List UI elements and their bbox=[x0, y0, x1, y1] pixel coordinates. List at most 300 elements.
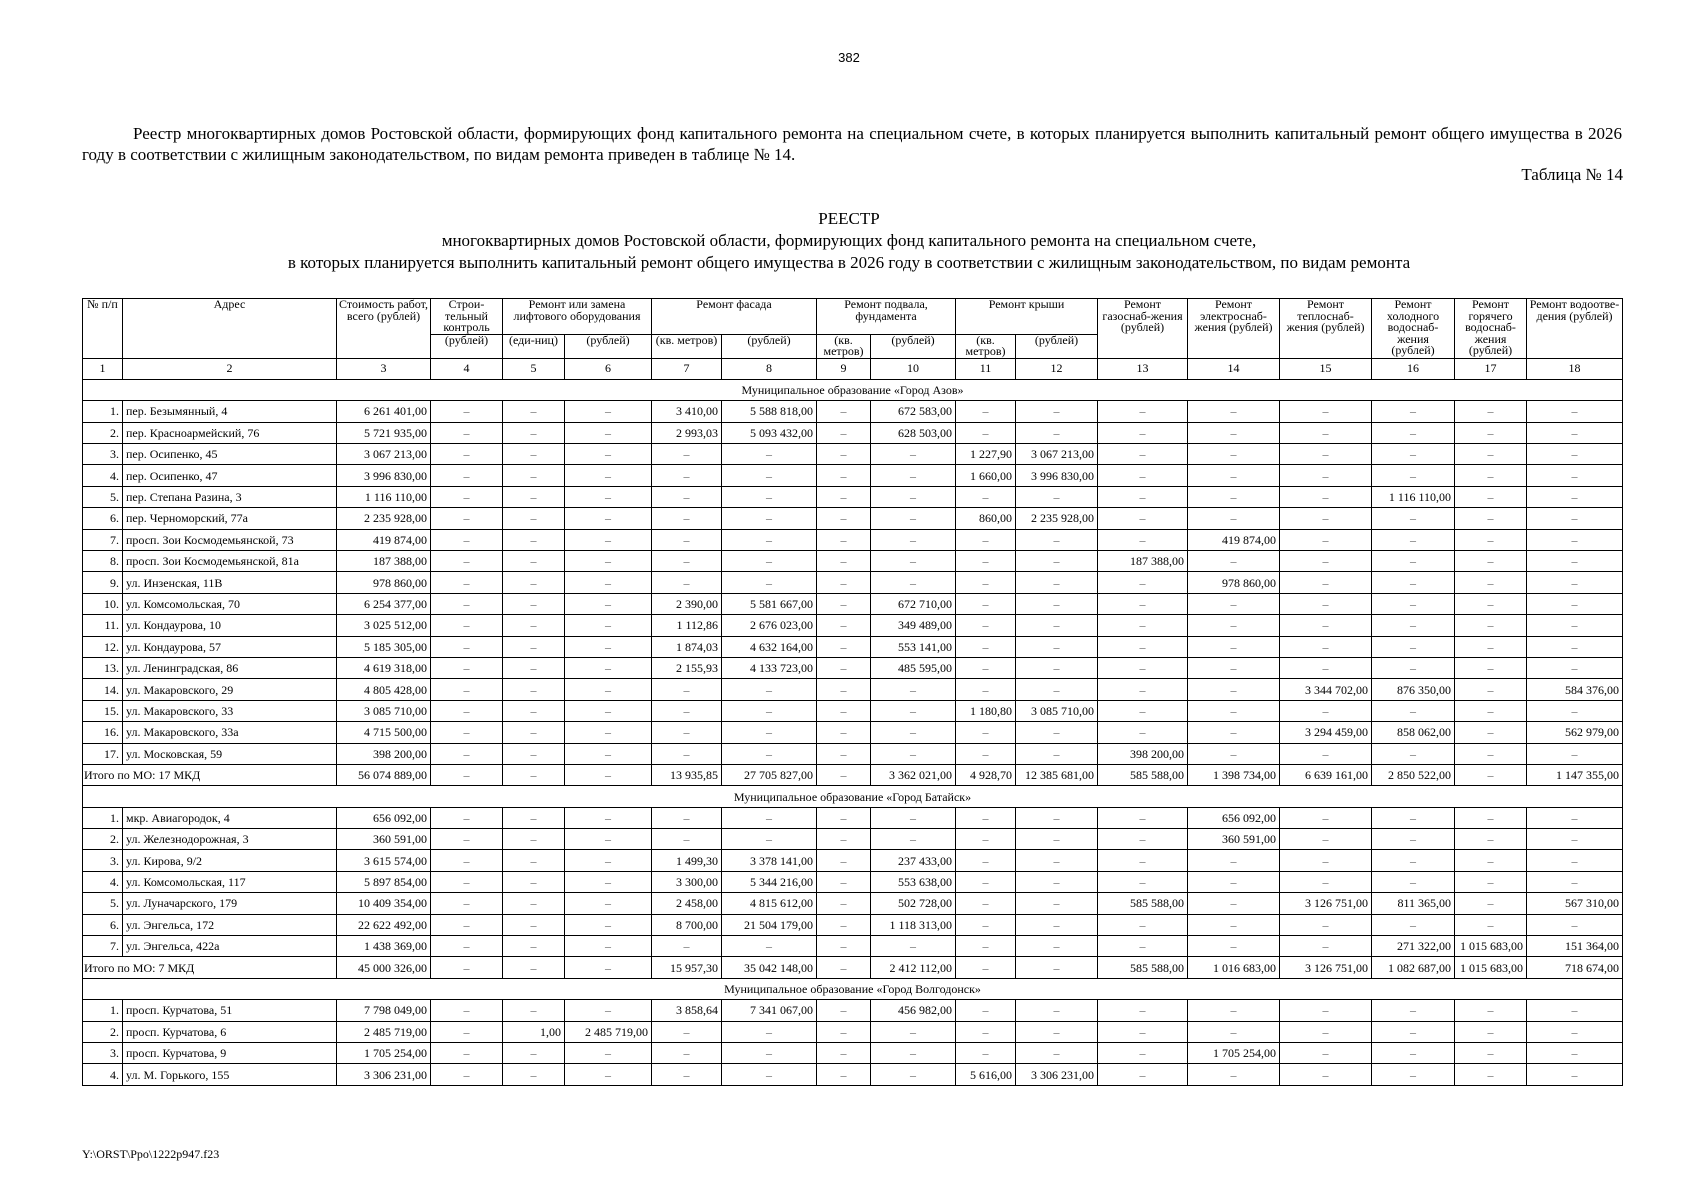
table-cell: – bbox=[1098, 572, 1188, 593]
table-cell: 10 409 354,00 bbox=[337, 893, 431, 914]
table-cell: – bbox=[722, 829, 817, 850]
row-number: 1. bbox=[83, 1000, 123, 1021]
table-cell: – bbox=[431, 401, 503, 422]
table-cell: – bbox=[1016, 636, 1098, 657]
table-cell: – bbox=[565, 807, 652, 828]
table-cell: – bbox=[1188, 401, 1280, 422]
table-cell: – bbox=[1455, 722, 1527, 743]
table-cell: – bbox=[956, 1021, 1016, 1042]
table-cell: 3 067 213,00 bbox=[337, 444, 431, 465]
table-cell: 1 438 369,00 bbox=[337, 936, 431, 957]
table-cell: – bbox=[1188, 871, 1280, 892]
table-cell: 271 322,00 bbox=[1372, 936, 1455, 957]
header-lift: Ремонт или замена лифтового оборудования bbox=[503, 299, 652, 335]
table-cell: – bbox=[503, 700, 565, 721]
row-address: ул. Комсомольская, 117 bbox=[123, 871, 337, 892]
table-row bbox=[83, 807, 1623, 828]
table-cell: – bbox=[431, 465, 503, 486]
column-number: 6 bbox=[565, 358, 652, 379]
table-row bbox=[83, 936, 1623, 957]
table-cell: 1 116 110,00 bbox=[1372, 486, 1455, 507]
table-cell: – bbox=[1280, 850, 1372, 871]
table-cell: – bbox=[431, 1021, 503, 1042]
row-address: просп. Зои Космодемьянской, 81а bbox=[123, 551, 337, 572]
table-cell: – bbox=[503, 850, 565, 871]
table-cell: – bbox=[1098, 850, 1188, 871]
total-cell: 1 398 734,00 bbox=[1188, 764, 1280, 785]
table-cell: – bbox=[722, 700, 817, 721]
table-cell: – bbox=[1280, 615, 1372, 636]
table-cell: – bbox=[1527, 508, 1623, 529]
row-number: 3. bbox=[83, 444, 123, 465]
table-cell: – bbox=[565, 551, 652, 572]
table-cell: – bbox=[431, 1000, 503, 1021]
table-cell: – bbox=[503, 486, 565, 507]
total-cell: – bbox=[817, 764, 871, 785]
table-cell: – bbox=[1280, 508, 1372, 529]
column-number: 18 bbox=[1527, 358, 1623, 379]
table-cell: 811 365,00 bbox=[1372, 893, 1455, 914]
table-cell: – bbox=[1016, 401, 1098, 422]
table-cell: – bbox=[1527, 700, 1623, 721]
table-cell: – bbox=[1372, 401, 1455, 422]
table-cell: – bbox=[1280, 529, 1372, 550]
table-row bbox=[83, 615, 1623, 636]
table-cell: – bbox=[817, 1043, 871, 1064]
table-cell: – bbox=[1455, 914, 1527, 935]
table-cell: – bbox=[817, 593, 871, 614]
table-cell: – bbox=[1455, 486, 1527, 507]
table-cell: – bbox=[565, 636, 652, 657]
total-label: Итого по МО: 7 МКД bbox=[83, 957, 337, 978]
table-cell: – bbox=[1016, 615, 1098, 636]
table-cell: – bbox=[431, 508, 503, 529]
total-cell: – bbox=[503, 957, 565, 978]
table-cell: – bbox=[431, 444, 503, 465]
table-cell: 5 185 305,00 bbox=[337, 636, 431, 657]
table-cell: – bbox=[956, 807, 1016, 828]
table-cell: – bbox=[956, 593, 1016, 614]
table-cell: 151 364,00 bbox=[1527, 936, 1623, 957]
table-cell: – bbox=[431, 1064, 503, 1085]
table-cell: 2 993,03 bbox=[652, 422, 722, 443]
header-rub: (рублей) bbox=[871, 334, 956, 358]
header-roof: Ремонт крыши bbox=[956, 299, 1098, 335]
table-cell: – bbox=[431, 529, 503, 550]
table-row bbox=[83, 636, 1623, 657]
table-cell: – bbox=[817, 871, 871, 892]
row-address: ул. Ленинградская, 86 bbox=[123, 657, 337, 678]
table-cell: 3 126 751,00 bbox=[1280, 893, 1372, 914]
table-cell: – bbox=[1372, 700, 1455, 721]
table-cell: – bbox=[817, 508, 871, 529]
table-cell: – bbox=[1527, 401, 1623, 422]
table-cell: – bbox=[565, 871, 652, 892]
table-cell: 4 619 318,00 bbox=[337, 657, 431, 678]
column-number: 11 bbox=[956, 358, 1016, 379]
total-row bbox=[83, 957, 1623, 978]
table-cell: 6 261 401,00 bbox=[337, 401, 431, 422]
header-hot-water: Ремонт горячего водоснаб-жения (рублей) bbox=[1455, 299, 1527, 359]
table-cell: – bbox=[1372, 1064, 1455, 1085]
column-number: 13 bbox=[1098, 358, 1188, 379]
table-cell: – bbox=[431, 743, 503, 764]
table-cell: – bbox=[722, 743, 817, 764]
table-cell: 398 200,00 bbox=[337, 743, 431, 764]
table-cell: – bbox=[1455, 657, 1527, 678]
table-cell: – bbox=[817, 914, 871, 935]
row-number: 12. bbox=[83, 636, 123, 657]
table-cell: – bbox=[1098, 722, 1188, 743]
total-cell: 6 639 161,00 bbox=[1280, 764, 1372, 785]
table-cell: – bbox=[1280, 1064, 1372, 1085]
table-row bbox=[83, 422, 1623, 443]
table-cell: 1 499,30 bbox=[652, 850, 722, 871]
row-address: ул. Кондаурова, 57 bbox=[123, 636, 337, 657]
table-cell: 7 341 067,00 bbox=[722, 1000, 817, 1021]
column-number: 2 bbox=[123, 358, 337, 379]
table-cell: – bbox=[817, 893, 871, 914]
table-cell: – bbox=[956, 893, 1016, 914]
table-cell: – bbox=[503, 871, 565, 892]
column-number: 17 bbox=[1455, 358, 1527, 379]
table-cell: 1 118 313,00 bbox=[871, 914, 956, 935]
table-cell: – bbox=[1188, 657, 1280, 678]
table-cell: – bbox=[722, 444, 817, 465]
table-cell: 1 116 110,00 bbox=[337, 486, 431, 507]
table-cell: – bbox=[503, 551, 565, 572]
row-address: пер. Черноморский, 77а bbox=[123, 508, 337, 529]
table-row bbox=[83, 593, 1623, 614]
table-cell: – bbox=[1188, 722, 1280, 743]
table-cell: – bbox=[1098, 1064, 1188, 1085]
table-row bbox=[83, 1021, 1623, 1042]
table-cell: – bbox=[817, 850, 871, 871]
table-cell: 360 591,00 bbox=[337, 829, 431, 850]
table-cell: – bbox=[1372, 914, 1455, 935]
table-cell: – bbox=[1098, 700, 1188, 721]
table-cell: – bbox=[431, 636, 503, 657]
table-cell: – bbox=[1098, 1043, 1188, 1064]
table-cell: – bbox=[1372, 572, 1455, 593]
table-cell: 3 996 830,00 bbox=[1016, 465, 1098, 486]
total-cell: 1 016 683,00 bbox=[1188, 957, 1280, 978]
table-cell: – bbox=[565, 444, 652, 465]
table-cell: – bbox=[1527, 871, 1623, 892]
header-sqm: (кв. метров) bbox=[956, 334, 1016, 358]
row-address: ул. Кондаурова, 10 bbox=[123, 615, 337, 636]
table-cell: – bbox=[1016, 657, 1098, 678]
table-header bbox=[83, 299, 1623, 380]
table-row bbox=[83, 700, 1623, 721]
table-cell: – bbox=[1188, 936, 1280, 957]
table-cell: – bbox=[722, 465, 817, 486]
table-cell: 419 874,00 bbox=[1188, 529, 1280, 550]
total-cell: – bbox=[565, 764, 652, 785]
table-cell: – bbox=[565, 914, 652, 935]
table-cell: – bbox=[1455, 529, 1527, 550]
table-cell: – bbox=[722, 1021, 817, 1042]
table-cell: – bbox=[1527, 615, 1623, 636]
table-cell: 419 874,00 bbox=[337, 529, 431, 550]
table-cell: – bbox=[503, 936, 565, 957]
table-cell: – bbox=[431, 679, 503, 700]
table-cell: – bbox=[652, 444, 722, 465]
table-cell: – bbox=[956, 636, 1016, 657]
table-cell: – bbox=[1098, 914, 1188, 935]
table-cell: – bbox=[817, 722, 871, 743]
table-cell: – bbox=[1372, 1043, 1455, 1064]
table-cell: – bbox=[1098, 1021, 1188, 1042]
table-cell: 3 344 702,00 bbox=[1280, 679, 1372, 700]
table-cell: – bbox=[1188, 1021, 1280, 1042]
table-cell: 1 705 254,00 bbox=[337, 1043, 431, 1064]
table-cell: 502 728,00 bbox=[871, 893, 956, 914]
table-cell: – bbox=[565, 722, 652, 743]
table-cell: – bbox=[1280, 829, 1372, 850]
table-row bbox=[83, 529, 1623, 550]
table-cell: – bbox=[871, 807, 956, 828]
table-cell: – bbox=[1188, 850, 1280, 871]
table-cell: – bbox=[871, 529, 956, 550]
row-address: пер. Безымянный, 4 bbox=[123, 401, 337, 422]
table-cell: 485 595,00 bbox=[871, 657, 956, 678]
table-cell: – bbox=[503, 593, 565, 614]
row-address: ул. Инзенская, 11В bbox=[123, 572, 337, 593]
table-cell: 3 085 710,00 bbox=[337, 700, 431, 721]
row-number: 8. bbox=[83, 551, 123, 572]
table-cell: – bbox=[956, 401, 1016, 422]
column-number: 7 bbox=[652, 358, 722, 379]
table-cell: 5 616,00 bbox=[956, 1064, 1016, 1085]
table-cell: – bbox=[1372, 593, 1455, 614]
total-cell: – bbox=[431, 764, 503, 785]
table-cell: – bbox=[1098, 508, 1188, 529]
table-cell: – bbox=[1016, 807, 1098, 828]
table-cell: – bbox=[1098, 871, 1188, 892]
table-cell: – bbox=[565, 850, 652, 871]
table-cell: – bbox=[1098, 636, 1188, 657]
table-cell: – bbox=[1455, 508, 1527, 529]
table-cell: 3 300,00 bbox=[652, 871, 722, 892]
table-cell: – bbox=[956, 422, 1016, 443]
section-title: Муниципальное образование «Город Батайск» bbox=[83, 786, 1623, 807]
table-cell: – bbox=[1280, 422, 1372, 443]
table-cell: 584 376,00 bbox=[1527, 679, 1623, 700]
table-cell: – bbox=[1527, 1064, 1623, 1085]
table-cell: – bbox=[817, 422, 871, 443]
page-number: 382 bbox=[838, 50, 860, 65]
row-address: просп. Курчатова, 51 bbox=[123, 1000, 337, 1021]
intro-paragraph: Реестр многоквартирных домов Ростовской области, формирующих фонд капитального ремонта на специальном счете, в которых планируется выполнить капитальный ремонт общего имущества в 2026 году в соответствии с жилищным законодательством, по видам ремонта приведен в таблице № 14. bbox=[82, 124, 1622, 164]
table-cell: – bbox=[1280, 1000, 1372, 1021]
total-cell: 27 705 827,00 bbox=[722, 764, 817, 785]
table-cell: – bbox=[1016, 722, 1098, 743]
row-number: 3. bbox=[83, 850, 123, 871]
table-cell: – bbox=[1372, 551, 1455, 572]
table-cell: – bbox=[503, 657, 565, 678]
table-cell: – bbox=[871, 1064, 956, 1085]
table-cell: – bbox=[431, 700, 503, 721]
table-cell: – bbox=[565, 700, 652, 721]
total-cell: 35 042 148,00 bbox=[722, 957, 817, 978]
table-cell: – bbox=[1455, 422, 1527, 443]
table-cell: – bbox=[1372, 529, 1455, 550]
table-cell: – bbox=[817, 615, 871, 636]
table-cell: – bbox=[1188, 422, 1280, 443]
table-cell: – bbox=[1372, 743, 1455, 764]
table-cell: – bbox=[722, 722, 817, 743]
table-cell: – bbox=[652, 679, 722, 700]
table-cell: – bbox=[1455, 444, 1527, 465]
table-cell: – bbox=[652, 551, 722, 572]
table-cell: – bbox=[652, 700, 722, 721]
row-address: ул. Энгельса, 172 bbox=[123, 914, 337, 935]
table-cell: 4 815 612,00 bbox=[722, 893, 817, 914]
table-cell: – bbox=[1098, 593, 1188, 614]
table-cell: 3 294 459,00 bbox=[1280, 722, 1372, 743]
table-cell: – bbox=[1455, 893, 1527, 914]
table-cell: – bbox=[503, 1064, 565, 1085]
table-cell: – bbox=[431, 615, 503, 636]
table-cell: – bbox=[565, 593, 652, 614]
table-cell: – bbox=[1098, 936, 1188, 957]
total-cell: 1 147 355,00 bbox=[1527, 764, 1623, 785]
table-cell: – bbox=[871, 700, 956, 721]
row-number: 9. bbox=[83, 572, 123, 593]
row-number: 4. bbox=[83, 871, 123, 892]
table-cell: 2 235 928,00 bbox=[337, 508, 431, 529]
table-cell: – bbox=[871, 829, 956, 850]
table-cell: – bbox=[722, 508, 817, 529]
table-cell: – bbox=[871, 722, 956, 743]
table-cell: – bbox=[722, 572, 817, 593]
table-cell: – bbox=[1016, 486, 1098, 507]
table-cell: 553 638,00 bbox=[871, 871, 956, 892]
table-cell: 876 350,00 bbox=[1372, 679, 1455, 700]
table-cell: – bbox=[1016, 1021, 1098, 1042]
table-cell: – bbox=[1372, 636, 1455, 657]
row-address: ул. Комсомольская, 70 bbox=[123, 593, 337, 614]
total-cell: – bbox=[1455, 764, 1527, 785]
total-cell: 1 015 683,00 bbox=[1455, 957, 1527, 978]
table-cell: – bbox=[1455, 700, 1527, 721]
table-cell: – bbox=[431, 593, 503, 614]
table-cell: – bbox=[1372, 807, 1455, 828]
table-cell: – bbox=[1527, 850, 1623, 871]
table-body bbox=[83, 379, 1623, 1085]
row-number: 13. bbox=[83, 657, 123, 678]
table-cell: – bbox=[1098, 679, 1188, 700]
table-cell: – bbox=[503, 1043, 565, 1064]
table-cell: – bbox=[1188, 444, 1280, 465]
row-address: ул. Энгельса, 422а bbox=[123, 936, 337, 957]
table-cell: – bbox=[1527, 1043, 1623, 1064]
table-cell: 2 458,00 bbox=[652, 893, 722, 914]
header-rub: (рублей) bbox=[1016, 334, 1098, 358]
table-cell: – bbox=[1372, 1021, 1455, 1042]
table-cell: – bbox=[956, 871, 1016, 892]
total-cell: 13 935,85 bbox=[652, 764, 722, 785]
total-row bbox=[83, 764, 1623, 785]
table-cell: – bbox=[722, 1043, 817, 1064]
table-cell: 1 015 683,00 bbox=[1455, 936, 1527, 957]
table-cell: – bbox=[565, 529, 652, 550]
table-cell: – bbox=[503, 893, 565, 914]
table-cell: – bbox=[871, 465, 956, 486]
table-cell: – bbox=[1098, 615, 1188, 636]
table-cell: 2 485 719,00 bbox=[337, 1021, 431, 1042]
table-cell: – bbox=[1188, 700, 1280, 721]
table-cell: – bbox=[817, 1021, 871, 1042]
table-cell: – bbox=[1372, 422, 1455, 443]
table-cell: – bbox=[1188, 636, 1280, 657]
table-cell: 187 388,00 bbox=[1098, 551, 1188, 572]
column-number: 16 bbox=[1372, 358, 1455, 379]
table-cell: – bbox=[1016, 1000, 1098, 1021]
total-cell: 15 957,30 bbox=[652, 957, 722, 978]
table-cell: 585 588,00 bbox=[1098, 893, 1188, 914]
table-cell: – bbox=[652, 508, 722, 529]
table-cell: 3 067 213,00 bbox=[1016, 444, 1098, 465]
table-row bbox=[83, 722, 1623, 743]
table-cell: – bbox=[1527, 914, 1623, 935]
table-cell: 456 982,00 bbox=[871, 1000, 956, 1021]
table-cell: – bbox=[871, 1043, 956, 1064]
table-cell: 8 700,00 bbox=[652, 914, 722, 935]
table-cell: – bbox=[722, 529, 817, 550]
header-heat: Ремонт теплоснаб-жения (рублей) bbox=[1280, 299, 1372, 359]
table-cell: – bbox=[1455, 551, 1527, 572]
table-cell: – bbox=[1016, 529, 1098, 550]
table-row bbox=[83, 572, 1623, 593]
header-rub: (рублей) bbox=[565, 334, 652, 358]
header-sqm: (кв. метров) bbox=[817, 334, 871, 358]
table-cell: – bbox=[871, 936, 956, 957]
table-cell: – bbox=[1016, 871, 1098, 892]
table-row bbox=[83, 444, 1623, 465]
table-cell: – bbox=[1016, 593, 1098, 614]
table-cell: – bbox=[652, 1043, 722, 1064]
table-cell: – bbox=[817, 636, 871, 657]
column-number: 8 bbox=[722, 358, 817, 379]
table-cell: 628 503,00 bbox=[871, 422, 956, 443]
table-cell: – bbox=[1372, 615, 1455, 636]
table-cell: – bbox=[1455, 636, 1527, 657]
table-cell: – bbox=[652, 722, 722, 743]
table-cell: – bbox=[431, 850, 503, 871]
table-row bbox=[83, 914, 1623, 935]
header-address: Адрес bbox=[123, 299, 337, 359]
table-cell: 4 805 428,00 bbox=[337, 679, 431, 700]
table-cell: – bbox=[652, 936, 722, 957]
row-number: 6. bbox=[83, 914, 123, 935]
table-cell: – bbox=[1527, 572, 1623, 593]
table-cell: 656 092,00 bbox=[337, 807, 431, 828]
table-row bbox=[83, 743, 1623, 764]
table-row bbox=[83, 657, 1623, 678]
row-number: 16. bbox=[83, 722, 123, 743]
registry-table bbox=[82, 298, 1623, 1086]
table-cell: – bbox=[565, 743, 652, 764]
table-cell: – bbox=[1455, 829, 1527, 850]
table-cell: 6 254 377,00 bbox=[337, 593, 431, 614]
table-cell: – bbox=[1188, 743, 1280, 764]
table-cell: – bbox=[722, 1064, 817, 1085]
row-address: ул. М. Горького, 155 bbox=[123, 1064, 337, 1085]
table-cell: – bbox=[1188, 508, 1280, 529]
table-cell: – bbox=[1455, 807, 1527, 828]
